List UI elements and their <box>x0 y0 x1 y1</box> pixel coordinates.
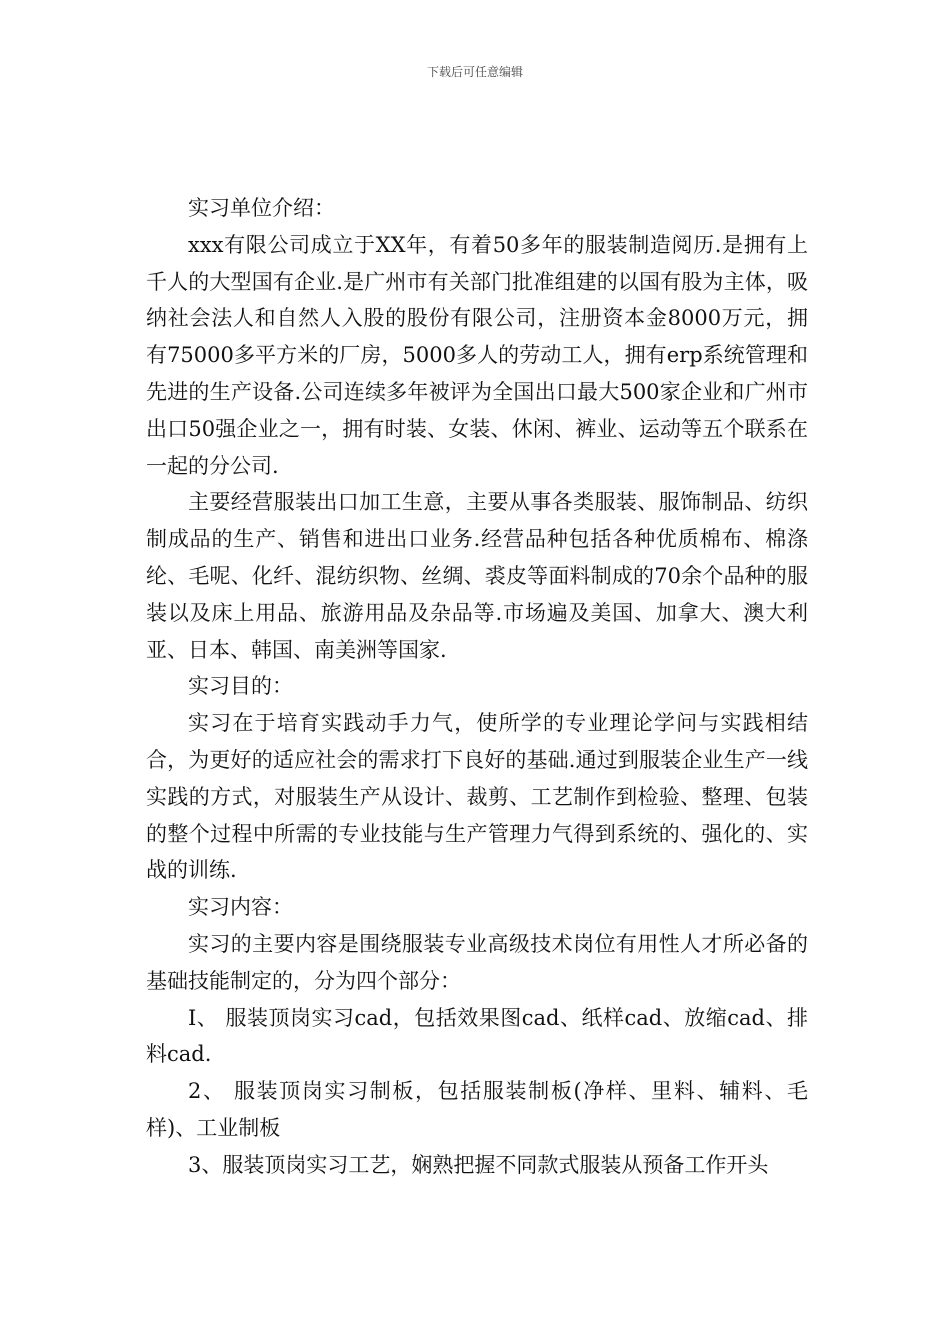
paragraph-purpose: 实习在于培育实践动手力气，使所学的专业理论学问与实践相结合，为更好的适应社会的需求打下良好的基础.通过到服装企业生产一线实践的方式，对服装生产从设计、裁剪、工艺制作到检验、整理、包装的整个过程中所需的专业技能与生产管理力气得到系统的、强化的、实战的训练. <box>146 711 808 883</box>
section-heading-company-intro: 实习单位介绍： <box>188 196 335 220</box>
list-item-pattern-making: 2、 服装顶岗实习制板，包括服装制板(净样、里料、辅料、毛样)、工业制板 <box>146 1079 808 1140</box>
section-heading-purpose: 实习目的： <box>188 674 293 699</box>
list-item-craft: 3、服装顶岗实习工艺，娴熟把握不同款式服装从预备工作开头 <box>188 1152 769 1177</box>
paragraph-business-scope: 主要经营服装出口加工生意，主要从事各类服装、服饰制品、纺织制成品的生产、销售和进出口业务.经营品种包括各种优质棉布、棉涤纶、毛呢、化纤、混纺织物、丝绸、裘皮等面料制成的70余个品种的服装以及床上用品、旅游用品及杂品等.市场遍及美国、加拿大、澳大利亚、日本、韩国、南美洲等国家. <box>146 490 808 662</box>
page-header: 下载后可任意编辑 <box>426 65 523 79</box>
section-heading-content: 实习内容： <box>188 895 293 920</box>
paragraph-company-profile: xxx有限公司成立于XX年，有着50多年的服装制造阅历.是拥有上千人的大型国有企业.是广州市有关部门批准组建的以国有股为主体，吸纳社会法人和自然人入股的股份有限公司，注册资本金8000万元，拥有75000多平方米的厂房，5000多人的劳动工人，拥有erp系统管理和先进的生产设备.公司连续多年被评为全国出口最大500家企业和广州市出口50强企业之一，拥有时装、女装、休闲、裤业、运动等五个联系在一起的分公司. <box>146 232 808 478</box>
document-body <box>146 190 808 1184</box>
list-item-cad: I、 服装顶岗实习cad，包括效果图cad、纸样cad、放缩cad、排料cad. <box>146 1005 808 1067</box>
paragraph-content-intro: 实习的主要内容是围绕服装专业高级技术岗位有用性人才所必备的基础技能制定的，分为四个部分： <box>146 931 808 993</box>
